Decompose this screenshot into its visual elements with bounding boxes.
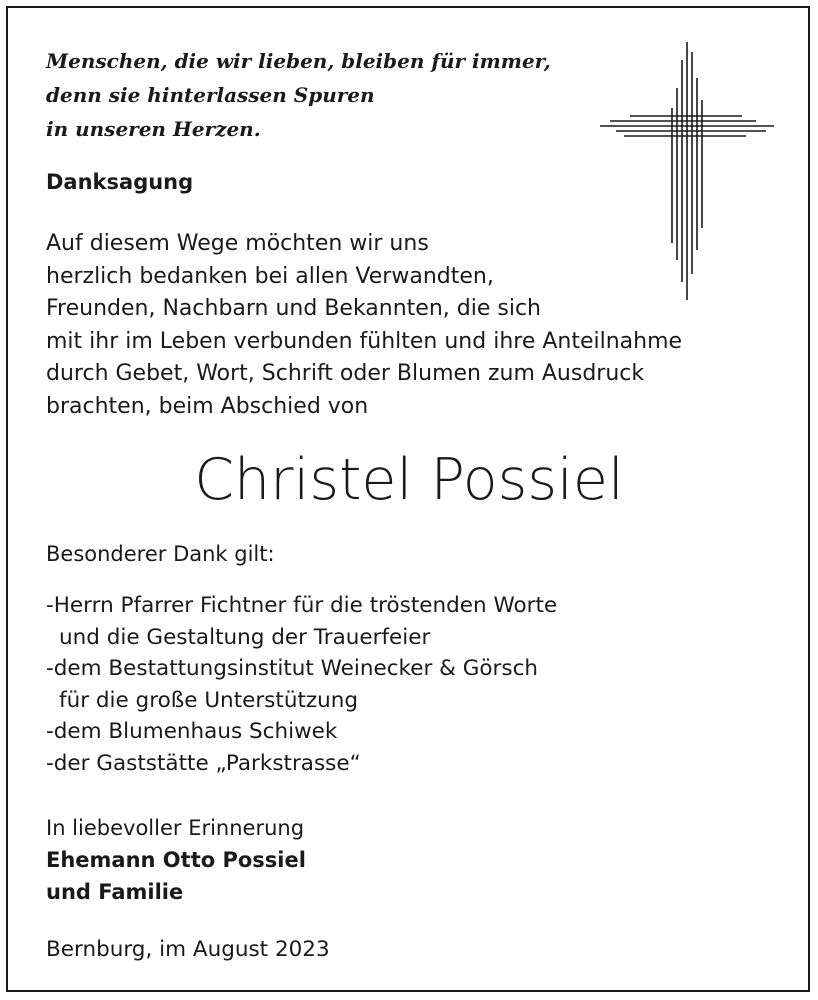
thanks-item: -dem Blumenhaus Schiwek: [46, 719, 338, 744]
place-date: Bernburg, im August 2023: [46, 937, 330, 962]
closing: [46, 812, 306, 908]
signature-line: Ehemann Otto Possiel: [46, 848, 306, 872]
special-thanks-list: [46, 590, 557, 779]
intro-line: durch Gebet, Wort, Schrift oder Blumen zum Ausdruck: [46, 361, 645, 386]
thanks-item-continuation: für die große Unterstützung: [59, 687, 359, 713]
motto: [46, 44, 551, 146]
intro-line: brachten, beim Abschied von: [46, 393, 369, 419]
thanks-item: -Herrn Pfarrer Fichtner für die tröstenden Worte: [46, 593, 558, 618]
intro-line: herzlich bedanken bei allen Verwandten,: [46, 263, 494, 289]
special-thanks-intro: Besonderer Dank gilt:: [46, 542, 275, 566]
heading-danksagung: Danksagung: [46, 170, 194, 194]
motto-line: denn sie hinterlassen Spuren: [46, 83, 375, 107]
deceased-name: Christel Possiel: [194, 447, 624, 513]
signature-line: und Familie: [46, 880, 184, 904]
intro-text: [46, 228, 682, 423]
thanks-item: -der Gaststätte „Parkstrasse“: [46, 750, 361, 776]
motto-line: in unseren Herzen.: [46, 117, 261, 141]
intro-line: Freunden, Nachbarn und Bekannten, die sich: [46, 296, 541, 321]
thanks-item-continuation: und die Gestaltung der Trauerfeier: [59, 624, 431, 650]
intro-line: mit ihr im Leben verbunden fühlten und ihre Anteilnahme: [46, 328, 683, 354]
intro-line: Auf diesem Wege möchten wir uns: [46, 231, 429, 256]
thanks-item: -dem Bestattungsinstitut Weinecker & Görsch: [46, 656, 539, 681]
motto-line: Menschen, die wir lieben, bleiben für immer,: [46, 49, 551, 73]
closing-phrase: In liebevoller Erinnerung: [46, 816, 305, 840]
